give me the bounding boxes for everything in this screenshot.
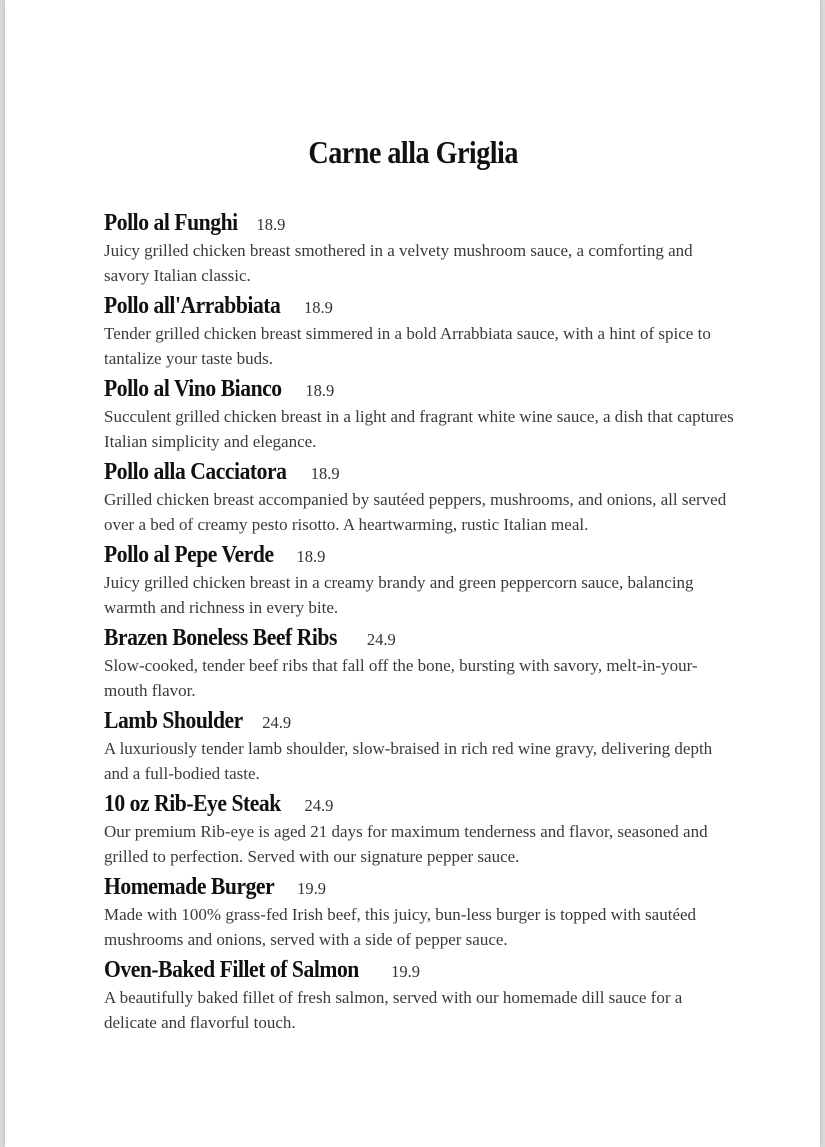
menu-item-description: Our premium Rib-eye is aged 21 days for maximum tenderness and flavor, seasoned and grilled to perfection. Served with our signature pepper sauce. [104,822,708,866]
menu-item [104,540,734,623]
menu-item-description: Succulent grilled chicken breast in a light and fragrant white wine sauce, a dish that captures Italian simplicity and elegance. [104,407,734,451]
menu-item [104,208,734,291]
menu-item [104,706,734,789]
menu-item-description: Tender grilled chicken breast simmered in a bold Arrabbiata sauce, with a hint of spice to tantalize your taste buds. [104,324,711,368]
menu-item-price: 24.9 [262,713,292,732]
menu-item-description: Made with 100% grass-fed Irish beef, this juicy, bun-less burger is topped with sautéed mushrooms and onions, served with a side of pepper sauce. [104,905,697,949]
menu-item-header [104,706,734,736]
menu-item-description: A beautifully baked fillet of fresh salmon, served with our homemade dill sauce for a delicate and flavorful touch. [104,988,683,1032]
menu-item-name: Oven-Baked Fillet of Salmon [104,957,359,983]
menu-item [104,291,734,374]
menu-item-price: 18.9 [310,464,340,483]
menu-item-price: 18.9 [256,215,286,234]
menu-item [104,955,734,1038]
menu-item-header [104,374,734,404]
menu-item-description: Juicy grilled chicken breast smothered in a velvety mushroom sauce, a comforting and savory Italian classic. [104,241,693,285]
menu-item-name: Lamb Shoulder [104,708,243,734]
menu-item-name: Pollo al Pepe Verde [104,542,274,568]
menu-item-header [104,955,734,985]
menu-item-price: 24.9 [366,630,396,649]
menu-page [5,0,820,1147]
menu-item-list [104,208,734,1038]
menu-item-description: Grilled chicken breast accompanied by sautéed peppers, mushrooms, and onions, all served over a bed of creamy pesto risotto. A heartwarming, rustic Italian meal. [104,490,727,534]
menu-item [104,623,734,706]
menu-item-price: 19.9 [297,879,326,898]
menu-item-price: 19.9 [391,962,421,981]
menu-item-header [104,540,734,570]
menu-item-description: A luxuriously tender lamb shoulder, slow-braised in rich red wine gravy, delivering depth and a full-bodied taste. [104,739,713,783]
menu-item [104,872,734,955]
menu-item-header [104,291,734,321]
menu-item-name: Pollo al Vino Bianco [104,376,282,402]
menu-item-price: 18.9 [296,547,326,566]
menu-item-description: Slow-cooked, tender beef ribs that fall off the bone, bursting with savory, melt-in-your-mouth flavor. [104,656,698,700]
menu-item-header [104,457,734,487]
menu-item-name: Homemade Burger [104,874,275,900]
menu-item-header [104,623,734,653]
menu-item-header [104,208,734,238]
menu-item [104,789,734,872]
menu-item-price: 18.9 [305,381,335,400]
menu-item-header [104,872,734,902]
menu-item-name: Pollo all'Arrabbiata [104,293,281,319]
menu-item-name: 10 oz Rib-Eye Steak [104,791,281,817]
menu-item [104,457,734,540]
menu-item-name: Pollo alla Cacciatora [104,459,287,485]
menu-item-name: Pollo al Funghi [104,210,238,236]
menu-item-header [104,789,734,819]
menu-item-price: 18.9 [304,298,333,317]
menu-item-name: Brazen Boneless Beef Ribs [104,625,337,651]
menu-title: Carne alla Griglia [308,134,518,170]
menu-item-price: 24.9 [304,796,334,815]
menu-item [104,374,734,457]
menu-item-description: Juicy grilled chicken breast in a creamy brandy and green peppercorn sauce, balancing warmth and richness in every bite. [104,573,694,617]
